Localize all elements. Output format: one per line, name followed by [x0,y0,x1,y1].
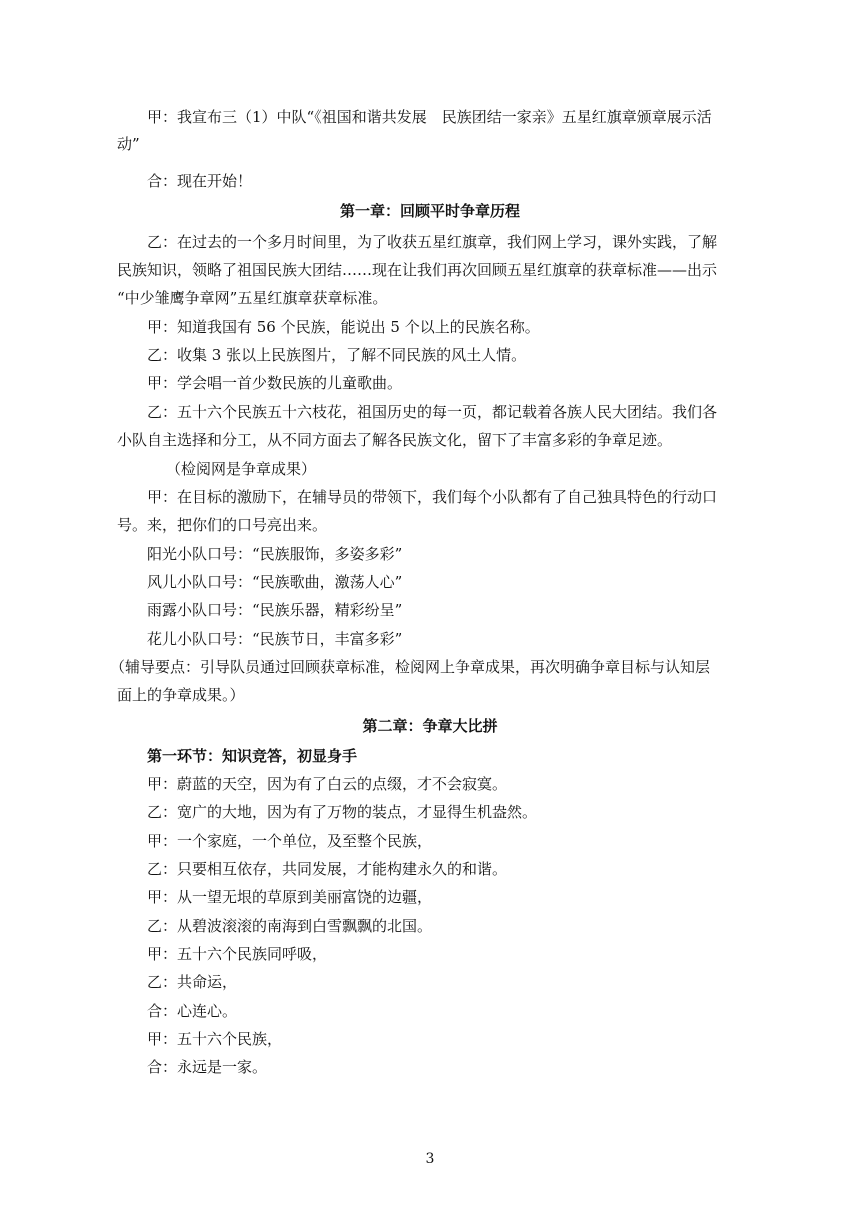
paragraph-line: 乙：从碧波滚滚的南海到白雪飘飘的北国。 [147,917,433,935]
paragraph-line: 风儿小队口号：“民族歌曲，激荡人心” [147,573,403,591]
chapter-2-heading: 第二章：争章大比拼 [362,717,498,735]
paragraph-line: 雨露小队口号：“民族乐器，精彩纷呈” [147,601,403,619]
paragraph-line: 乙：在过去的一个多月时间里，为了收获五星红旗章，我们网上学习，课外实践，了解 [147,233,718,251]
paragraph-line: 民族知识，领略了祖国民族大团结……现在让我们再次回顾五星红旗章的获章标准——出示 [117,261,718,279]
paragraph-line: 乙：宽广的大地，因为有了万物的装点，才显得生机盎然。 [147,803,538,821]
paragraph-line: “中少雏鹰争章网”五星红旗章获章标准。 [117,289,388,307]
paragraph-line: 甲：从一望无垠的草原到美丽富饶的边疆， [147,888,433,906]
paragraph-line: 合：永远是一家。 [147,1058,268,1076]
page-number: 3 [425,1151,435,1167]
paragraph-line: 号。来，把你们的口号亮出来。 [117,516,328,534]
paragraph-line: 甲：五十六个民族， [147,1030,283,1048]
paragraph-line: （辅导要点：引导队员通过回顾获章标准，检阅网上争章成果，再次明确争章目标与认知层 [110,658,711,676]
paragraph-line: 甲：知道我国有 56 个民族，能说出 5 个以上的民族名称。 [147,318,540,336]
paragraph-line: 动” [117,135,140,153]
paragraph-line: 甲：学会唱一首少数民族的儿童歌曲。 [147,374,403,392]
paragraph-line: 小队自主选择和分工，从不同方面去了解各民族文化，留下了丰富多彩的争章足迹。 [117,431,673,449]
paragraph-line: 面上的争章成果。） [117,686,245,704]
chapter-1-heading: 第一章：回顾平时争章历程 [339,202,520,220]
paragraph-line: 合：现在开始！ [147,172,253,190]
paragraph-line: 甲：蔚蓝的天空，因为有了白云的点缀，才不会寂寞。 [147,775,508,793]
paragraph-line: 花儿小队口号：“民族节日，丰富多彩” [147,630,403,648]
paragraph-line: 甲：一个家庭，一个单位，及至整个民族， [147,832,433,850]
paragraph-line: 合：心连心。 [147,1002,238,1020]
paragraph-line: （检阅网是争章成果） [166,460,317,478]
paragraph-line: 甲：我宣布三（1）中队“《祖国和谐共发展 民族团结一家亲》五星红旗章颁章展示活 [147,108,712,126]
paragraph-line: 乙：只要相互依存，共同发展，才能构建永久的和谐。 [147,860,508,878]
paragraph-line: 乙：共命运， [147,973,238,991]
paragraph-line: 甲：在目标的激励下，在辅导员的带领下，我们每个小队都有了自己独具特色的行动口 [147,488,718,506]
paragraph-line: 乙：五十六个民族五十六枝花，祖国历史的每一页，都记载着各族人民大团结。我们各 [147,403,718,421]
paragraph-line: 乙：收集 3 张以上民族图片，了解不同民族的风土人情。 [147,346,527,364]
paragraph-line: 阳光小队口号：“民族服饰，多姿多彩” [147,545,403,563]
paragraph-line: 甲：五十六个民族同呼吸， [147,945,328,963]
section-1-heading: 第一环节：知识竞答，初显身手 [147,747,358,765]
